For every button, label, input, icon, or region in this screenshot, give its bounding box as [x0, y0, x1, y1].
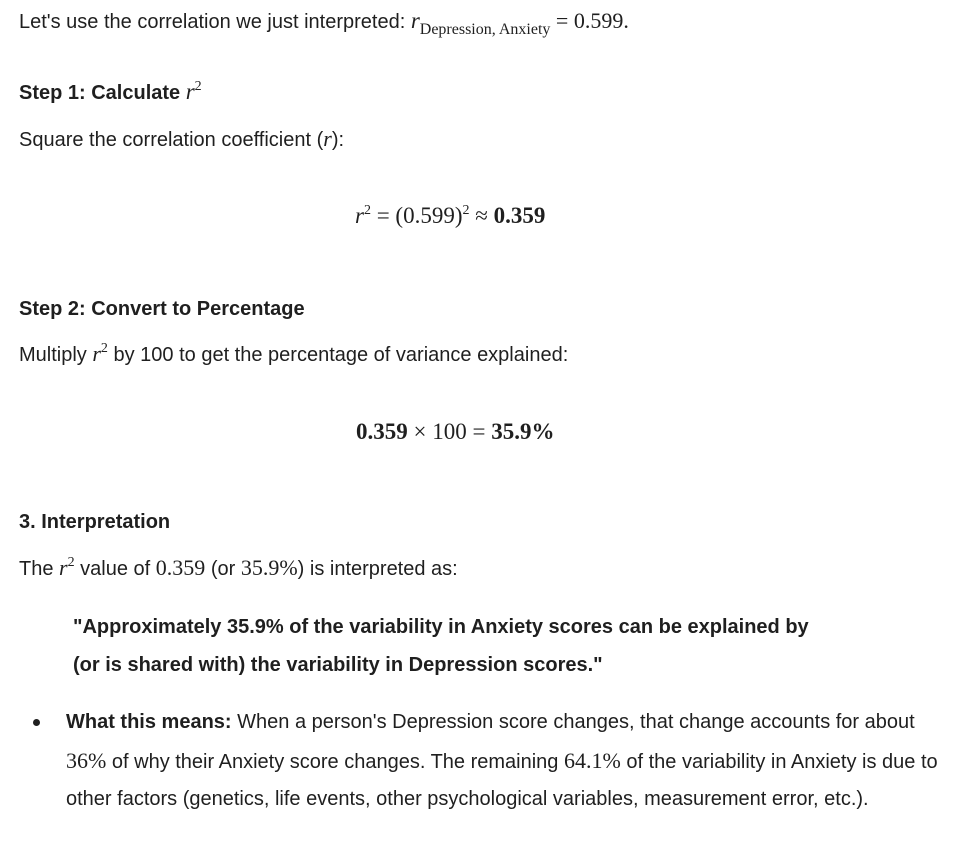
- step3-text-pre: The: [19, 558, 60, 580]
- exponent: 2: [363, 203, 371, 218]
- equation-middle: × 100 =: [407, 419, 492, 444]
- intro-paragraph: [19, 7, 629, 36]
- r-variable: r: [185, 79, 195, 104]
- bullet-text: [66, 704, 946, 819]
- r-squared-value: 0.359: [356, 419, 408, 444]
- r-variable: r: [323, 126, 332, 151]
- step2-equation: [356, 417, 554, 447]
- step2-text-post: by 100 to get the percentage of variance explained:: [107, 344, 569, 366]
- r-variable: r: [92, 341, 101, 366]
- bullet-icon: [33, 719, 40, 726]
- step1-text: [19, 125, 344, 154]
- r-variable: r: [355, 203, 364, 228]
- exponent: 2: [100, 341, 108, 356]
- percentage-value: 35.9%: [240, 555, 298, 580]
- percentage-result: 35.9%: [491, 419, 555, 444]
- step2-text-pre: Multiply: [19, 344, 93, 366]
- intro-text: Let's use the correlation we just interpreted:: [19, 11, 411, 33]
- interpretation-quote: [73, 608, 809, 684]
- r-squared-value: 0.359: [155, 555, 206, 580]
- correlation-expression: [410, 8, 629, 38]
- step2-heading: Step 2: Convert to Percentage: [19, 298, 305, 320]
- approx-sign: ≈: [469, 203, 494, 228]
- bullet-label: What this means:: [66, 711, 232, 733]
- exponent: 2: [462, 203, 470, 218]
- quote-line-2: (or is shared with) the variability in Depression scores.": [73, 654, 603, 676]
- explained-percentage: 36%: [66, 747, 107, 773]
- step1-heading-text: Step 1: Calculate: [19, 82, 186, 104]
- step1-text-post: ):: [331, 129, 345, 151]
- r-value: = 0.599.: [550, 8, 629, 33]
- step1-heading: [19, 78, 202, 107]
- step1-equation: [355, 201, 545, 231]
- remaining-percentage: 64.1%: [563, 747, 621, 773]
- quote-line-1: "Approximately 35.9% of the variability in Anxiety scores can be explained by: [73, 616, 809, 638]
- r-variable: r: [59, 555, 68, 580]
- exponent: 2: [194, 79, 202, 94]
- r-variable: r: [410, 8, 420, 33]
- r-subscript: Depression, Anxiety: [419, 21, 551, 38]
- exponent: 2: [67, 555, 75, 570]
- equation-middle: = (0.599): [370, 203, 463, 228]
- step3-text: [19, 554, 458, 583]
- bullet-text-3: of the variability in Anxiety is due to other factors (genetics, life events, other psychological variables, measurement error, etc.).: [66, 750, 938, 810]
- r-squared-result: 0.359: [493, 203, 546, 228]
- bullet-text-1: When a person's Depression score changes, that change accounts for about: [231, 711, 915, 733]
- step2-text: [19, 340, 568, 369]
- step3-text-mid1: value of: [74, 558, 156, 580]
- step3-text-post: ) is interpreted as:: [297, 558, 458, 580]
- step3-heading: 3. Interpretation: [19, 511, 171, 533]
- step3-text-mid2: (or: [205, 558, 241, 580]
- step1-text-pre: Square the correlation coefficient (: [19, 129, 324, 151]
- bullet-text-2: of why their Anxiety score changes. The remaining: [106, 750, 564, 773]
